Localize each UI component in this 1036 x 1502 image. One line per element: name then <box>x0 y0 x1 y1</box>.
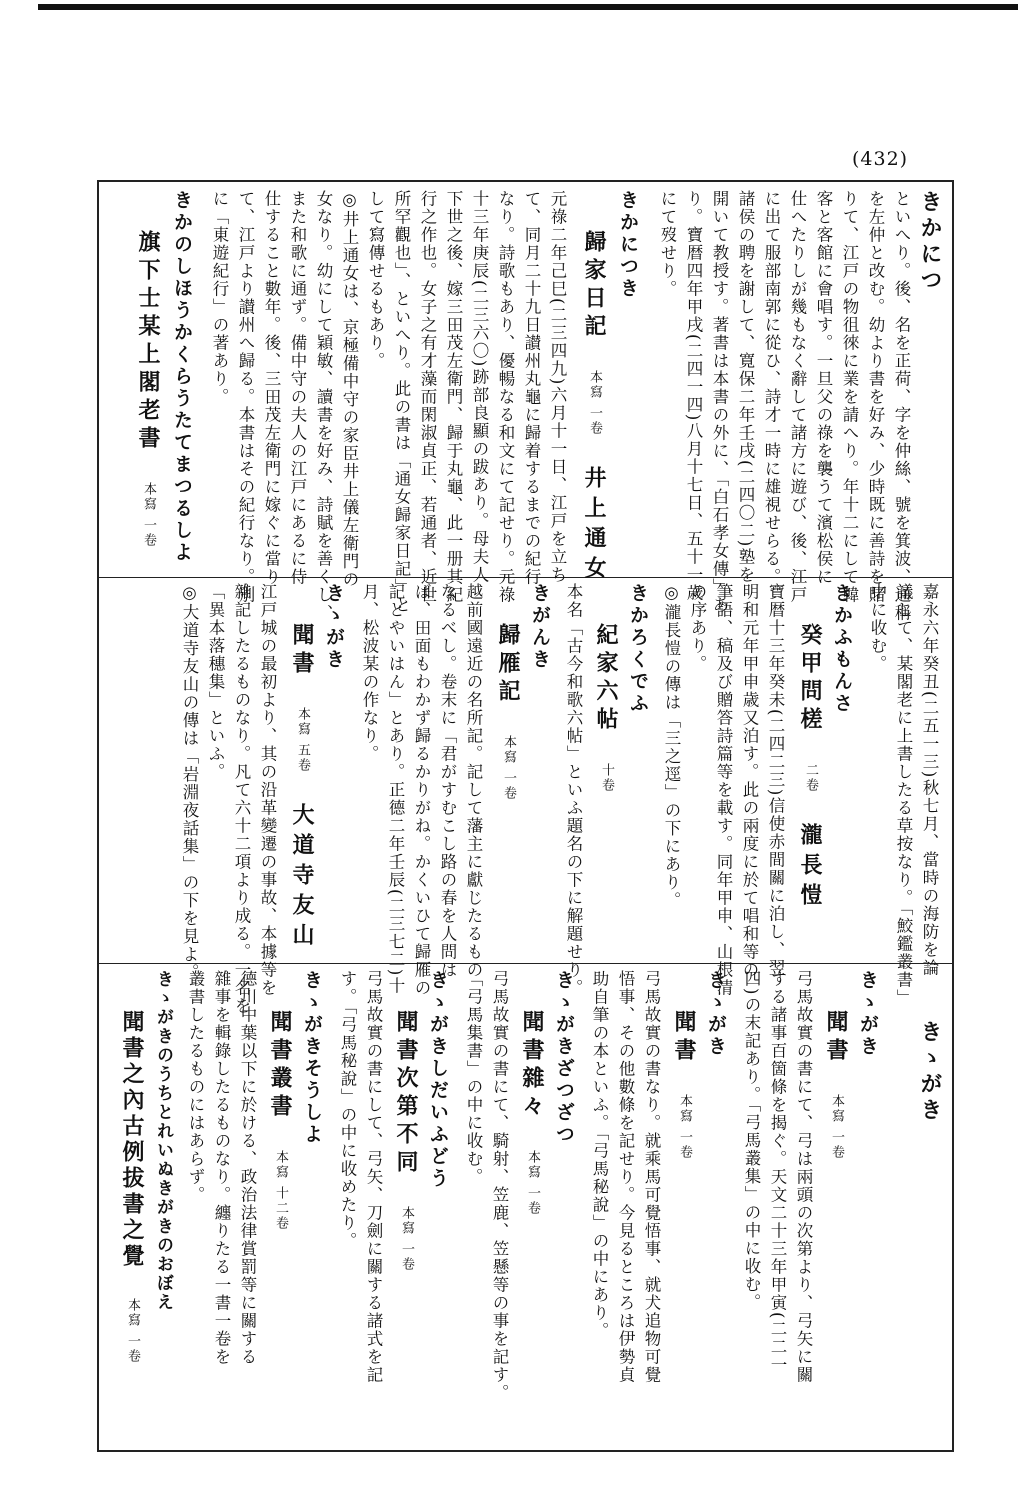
tier-2 <box>116 583 939 1015</box>
entry-reading: きゝがきそうしよ <box>301 970 323 1146</box>
entry-author: 井上通女 <box>581 466 607 587</box>
text-line: 行之作也。女子之有才藻而閑淑貞正、若通者、近世 <box>418 190 437 604</box>
entry-title: 聞書 <box>823 1010 849 1066</box>
text-line: 元祿二年己巳(二三四九)六月十一日、江戸を立ち <box>548 190 567 584</box>
entry-author: 瀧長愷 <box>797 823 823 913</box>
text-line: 雜事を輯錄したるものなり。纏りたる一書一卷を <box>212 970 231 1366</box>
text-line: 寶暦十三年癸未(二四二三)信使赤間關に泊し、翌 <box>766 583 785 977</box>
entry-title: 聞書之內古例拔書之覺 <box>119 1010 145 1270</box>
entry-reading: きゝがき <box>857 970 879 1058</box>
entry-heading <box>581 230 606 586</box>
entry-volume: 本寫 一卷 <box>501 735 516 802</box>
entry-heading <box>593 623 618 793</box>
text-line: 開いて教授す。著書は本書の外に、「白石孝女傳」あ <box>710 190 729 614</box>
entry-heading <box>495 623 520 801</box>
text-line: ば、田面もわかず歸るかりがね。かくいひて歸雁の <box>412 583 431 997</box>
entry-title: 聞書 <box>671 1010 697 1066</box>
entry-volume: 二卷 <box>803 763 818 793</box>
text-line: 悟事、その他數條を記せり。今見るところは伊勢貞 <box>616 970 635 1384</box>
entry-heading <box>267 1010 292 1231</box>
text-line: て、江戸より讃州へ歸る。本書はその紀行なり。別 <box>236 190 255 604</box>
text-line: ◎井上通女は、京極備中守の家臣井上儀左衛門の <box>340 190 359 589</box>
entry-title: 聞書次第不同 <box>393 1010 419 1178</box>
text-line: なり。詩歌もあり、優暢なる和文にて記せり。元祿 <box>496 190 515 604</box>
text-line: 雜記したるものなり。凡て六十二項より成る。一名を <box>232 583 251 1015</box>
entry-volume: 本寫 一卷 <box>587 370 602 437</box>
entry-reading: きゝがきざつざつ <box>553 970 575 1146</box>
text-line: 弓馬故實の書にして、弓矢、刀劍に關する諸式を記 <box>364 970 383 1384</box>
entry-title: 歸家日記 <box>581 230 607 342</box>
entry-heading <box>135 230 160 548</box>
text-line: 越前國遠近の名所記。記して藩主に獻じたるもの <box>464 583 483 979</box>
text-line: にて歿せり。 <box>658 190 677 298</box>
entry-volume: 本寫 一卷 <box>141 482 156 549</box>
entry-volume: 本寫 五卷 <box>295 707 310 774</box>
running-head-top: きかにつ <box>917 190 943 294</box>
text-line: 諸侯の聘を謝して、寛保二年壬戌(二四〇二)塾を <box>736 190 755 584</box>
entry-reading: きゝがき <box>323 583 345 671</box>
text-line: して寫傳せるもあり。 <box>366 190 385 370</box>
text-line: 十三年庚辰(二三六〇)跡部良顯の跋あり。母夫人 <box>470 190 489 584</box>
entry-heading <box>119 1010 144 1364</box>
text-line: 筆語、稿及び贈答詩篇等を載す。同年甲申、山根清 <box>714 583 733 997</box>
text-line: 「異本落穗集」といふ。 <box>206 583 225 781</box>
text-line: り。寶暦四年甲戌(二四一四)八月十七日、五十一歳 <box>684 190 703 602</box>
entry-title: 歸雁記 <box>495 623 521 707</box>
entry-heading <box>393 1010 418 1272</box>
entry-title: 旗下士某上閣老書 <box>135 230 161 454</box>
text-line: 弓馬故實の書なり。就乘馬可覺悟事、就犬追物可覺 <box>642 970 661 1384</box>
entry-volume: 本寫 一卷 <box>525 1150 540 1217</box>
entry-reading: きゝがき <box>705 970 727 1058</box>
text-line: また和歌に通ず。備中守の夫人の江戸にあるに侍 <box>288 190 307 586</box>
text-line: なるべし。卷末に「君がすむこし路の春を人問は <box>438 583 457 979</box>
text-line: 仕へたりしが幾もなく辭して諸方に遊び、後、江戸 <box>788 190 807 604</box>
text-line: に出て服部南郭に從ひ、詩才一時に雄視せらる。 <box>762 190 781 586</box>
text-line: 弓馬故實の書にて、騎射、笠鹿、笠懸等の事を記す。 <box>490 970 509 1402</box>
text-line: 江戸城の最初より、其の沿革變遷の事故、本據等を <box>258 583 277 997</box>
text-line: 四)の末記あり。「弓馬叢集」の中に收む。 <box>742 970 761 1312</box>
text-line: 叢書したるものにはあらず。 <box>186 970 205 1204</box>
entry-reading: きかふもんさ <box>831 583 853 715</box>
entry-volume: 十卷 <box>599 763 614 793</box>
text-line: 客と客館に會唱す。一旦父の祿を襲うて濱松侯に <box>814 190 833 586</box>
entry-title: 聞書叢書 <box>267 1010 293 1122</box>
entry-volume: 本寫 一卷 <box>829 1094 844 1161</box>
entry-reading: きがんき <box>529 583 551 671</box>
entry-author: 大道寺友山 <box>289 803 315 954</box>
entry-title: 聞書雜々 <box>519 1010 545 1122</box>
text-line: 助自筆の本といふ。「弓馬秘說」の中にあり。 <box>590 970 609 1340</box>
entry-heading <box>797 623 822 913</box>
text-line: りて、江戸の物徂徠に業を請へり。年十二にして韓 <box>840 190 859 604</box>
entry-heading <box>671 1010 696 1160</box>
entry-reading: きかにつき <box>617 190 639 300</box>
text-line: の序あり。 <box>688 583 707 673</box>
entry-volume: 本寫 一卷 <box>677 1094 692 1161</box>
text-line: 下世之後、嫁三田茂左衛門、歸于丸龜、此一册其紀 <box>444 190 463 604</box>
text-line: 女なり。幼にして穎敏、讀書を好み、詩賦を善くし、 <box>314 190 333 622</box>
tier-divider-2 <box>97 963 954 964</box>
entry-heading <box>823 1010 848 1160</box>
entry-title: 癸甲問槎 <box>797 623 823 735</box>
top-rule <box>38 4 1018 10</box>
text-line: を左仲と改む。幼より書を好み、少時既に善詩を賭 <box>866 190 885 604</box>
tier-3 <box>116 970 943 1440</box>
text-line: 德川中葉以下に於ける、政治法律賞罰等に關する <box>238 970 257 1366</box>
text-line: 本名「古今和歌六帖」といふ題名の下に解題せり。 <box>564 583 583 997</box>
text-line: 弓馬故實の書にて、弓は兩頭の次第より、弓矢に關 <box>794 970 813 1384</box>
running-head-bottom: きゝがき <box>917 1020 943 1124</box>
text-line: す。「弓馬秘說」の中に收めたり。 <box>338 970 357 1250</box>
entry-reading: きかのしほうかくらうたてまつるしよ <box>171 190 193 564</box>
text-line: 所罕觀也」、といへり。此の書は「通女歸家日記」と <box>392 190 411 614</box>
entry-volume: 本寫 一卷 <box>125 1298 140 1365</box>
entry-volume: 本寫 一卷 <box>399 1206 414 1273</box>
text-line: といへり。後、名を正荷、字を仲絲、號を箕波、通稱 <box>892 190 911 622</box>
text-line: する諸事百箇條を揭ぐ。天文二十三年甲寅(二二一 <box>768 970 787 1374</box>
text-line: 嘉永六年癸丑(二五一三)秋七月、當時の海防を論 <box>920 583 939 977</box>
entry-reading: きかろくでふ <box>627 583 649 715</box>
entry-heading <box>519 1010 544 1216</box>
text-line: 月、松波某の作なり。 <box>360 583 379 763</box>
entry-reading: きゝがきしだいふどう <box>427 970 449 1190</box>
entry-title: 紀家六帖 <box>593 623 619 735</box>
text-line: に「東遊紀行」の著あり。 <box>210 190 229 406</box>
text-line: 中に收む。 <box>868 583 887 673</box>
entry-reading: きゝがきのうちとれいぬきがきのおぼえ <box>153 970 173 1312</box>
text-line: 仕すること數年。後、三田茂左衛門に嫁ぐに當り <box>262 190 281 586</box>
text-line: 記とやいはん」とあり。正德二年壬辰(二三七二)十 <box>386 583 405 995</box>
page-number: (432) <box>852 148 909 170</box>
entry-volume: 本寫 十二卷 <box>273 1150 288 1232</box>
tier-1 <box>116 190 943 622</box>
entry-title: 聞書 <box>289 623 315 679</box>
text-line: 明和元年甲申歳又泊す。此の兩度に於て唱和等の <box>740 583 759 979</box>
entry-heading <box>289 623 314 953</box>
text-line: 議して、某閣老に上書したる草按なり。「鮫鑑叢書」 <box>894 583 913 1007</box>
text-line: ◎瀧長愷の傳は「三之逕」の下にあり。 <box>662 583 681 910</box>
text-line: ◎大道寺友山の傳は「岩淵夜話集」の下を見よ。 <box>180 583 199 982</box>
text-line: て、同月二十九日讃州丸龜に歸着するまでの紀行 <box>522 190 541 586</box>
text-line: 「弓馬集書」の中に收む。 <box>464 970 483 1186</box>
